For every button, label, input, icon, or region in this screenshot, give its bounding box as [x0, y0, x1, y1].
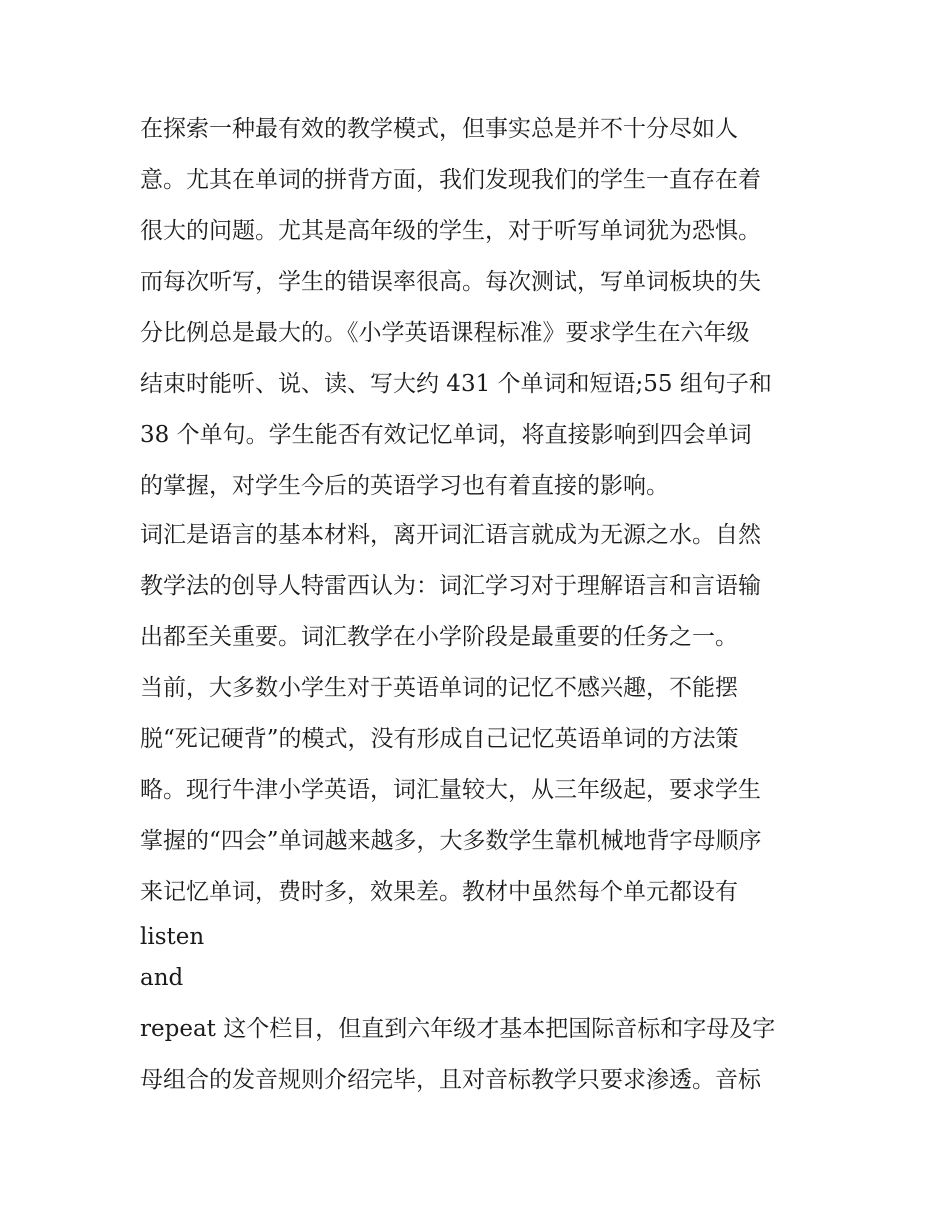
text-line: 词汇是语言的基本材料，离开词汇语言就成为无源之水。自然: [140, 522, 761, 548]
text-line: 当前，大多数小学生对于英语单词的记忆不感兴趣，不能摆: [140, 675, 738, 701]
text-line: 的掌握，对学生今后的英语学习也有着直接的影响。: [140, 473, 669, 499]
text-line: 在探索一种最有效的教学模式，但事实总是并不十分尽如人: [140, 116, 738, 142]
text-line: 分比例总是最大的。《小学英语课程标准》要求学生在六年级: [140, 320, 750, 346]
text-line: 脱“死记硬背”的模式，没有形成自己记忆英语单词的方法策: [140, 726, 739, 752]
text-line: 而每次听写，学生的错误率很高。每次测试，写单词板块的失: [140, 269, 761, 295]
text-line: 教学法的创导人特雷西认为：词汇学习对于理解语言和言语输: [140, 573, 761, 599]
text-line: 出都至关重要。词汇教学在小学阶段是最重要的任务之一。: [140, 624, 738, 650]
text-line: and: [140, 965, 184, 991]
text-line: 母组合的发音规则介绍完毕，且对音标教学只要求渗透。音标: [140, 1067, 761, 1093]
text-line: 略。现行牛津小学英语，词汇量较大，从三年级起，要求学生: [140, 777, 761, 803]
text-line: 来记忆单词，费时多，效果差。教材中虽然每个单元都设有: [140, 879, 738, 905]
text-line: 38 个单句。学生能否有效记忆单词，将直接影响到四会单词: [140, 422, 752, 448]
text-line: 很大的问题。尤其是高年级的学生，对于听写单词犹为恐惧。: [140, 218, 761, 244]
text-line: 意。尤其在单词的拼背方面，我们发现我们的学生一直存在着: [140, 167, 761, 193]
text-line: repeat 这个栏目，但直到六年级才基本把国际音标和字母及字: [140, 1016, 776, 1042]
text-line: 掌握的“四会”单词越来越多，大多数学生靠机械地背字母顺序: [140, 828, 762, 854]
text-line: 结束时能听、说、读、写大约 431 个单词和短语;55 组句子和: [140, 371, 772, 397]
text-line: listen: [140, 924, 205, 950]
